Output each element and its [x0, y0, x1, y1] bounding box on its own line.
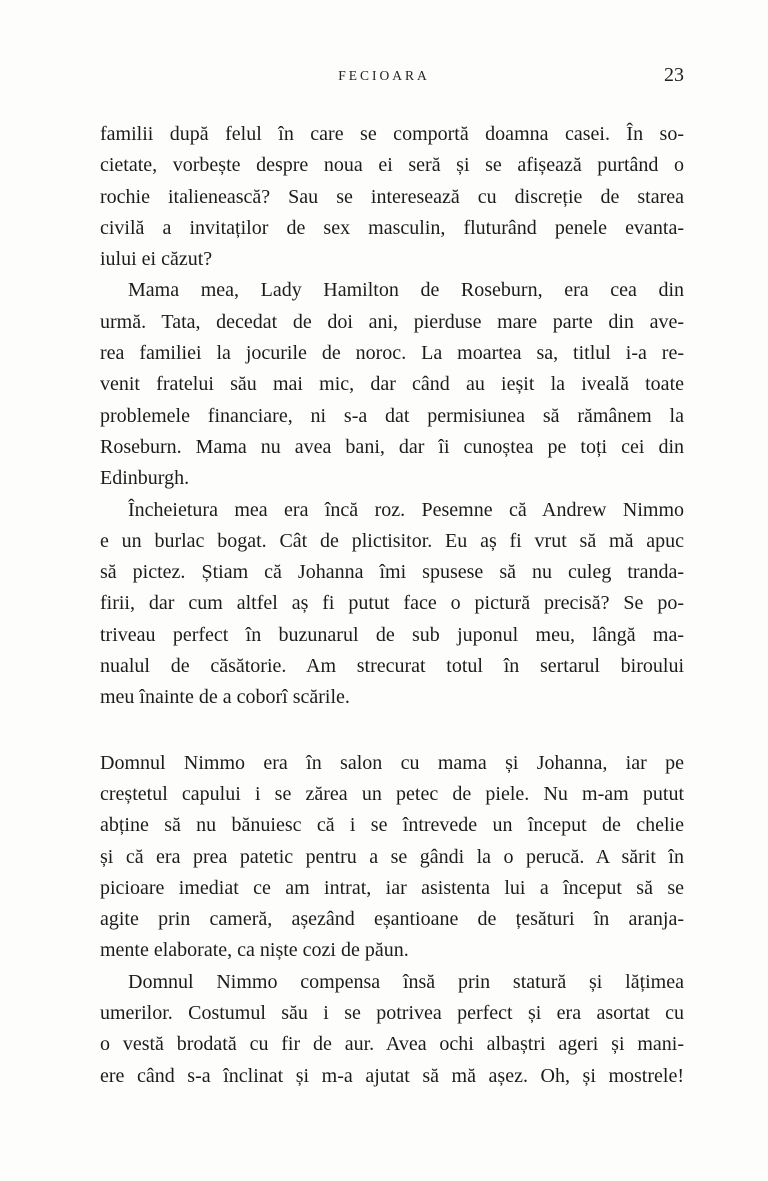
text-line: triveau perfect în buzunarul de sub juponul meu, lângă ma- [100, 623, 684, 646]
text-line: Mama mea, Lady Hamilton de Roseburn, era cea din [128, 279, 684, 302]
text-line: picioare imediat ce am intrat, iar asistenta lui a început să se [100, 876, 684, 899]
text-line: e un burlac bogat. Cât de plictisitor. Eu aș fi vrut să mă apuc [100, 529, 684, 552]
text-line: și că era prea patetic pentru a se gândi la o perucă. A sărit în [100, 845, 684, 868]
text-line: creștetul capului i se zărea un petec de piele. Nu m-am putut [100, 782, 684, 805]
paragraph [100, 119, 684, 275]
text-line: Domnul Nimmo compensa însă prin statură și lățimea [128, 970, 684, 993]
text-line: cietate, vorbește despre noua ei seră și se afișează purtând o [100, 154, 684, 177]
text-line: rea familiei la jocurile de noroc. La moartea sa, titlul i-a re- [100, 342, 684, 365]
running-title: FECIOARA [338, 68, 430, 83]
paragraph [100, 748, 684, 967]
text-line: abține să nu bănuiesc că i se întrevede un început de chelie [100, 814, 684, 837]
text-line: Roseburn. Mama nu avea bani, dar îi cunoștea pe toți cei din [100, 435, 684, 458]
text-line: venit fratelui său mai mic, dar când au ieșit la iveală toate [100, 373, 684, 396]
text-line: iului ei căzut? [100, 248, 213, 271]
text-line: agite prin cameră, așezând eșantioane de țesături în aranja- [100, 908, 684, 931]
text-line: civilă a invitaților de sex masculin, fluturând penele evanta- [100, 216, 684, 239]
paragraph [100, 967, 684, 1092]
page-number: 23 [664, 64, 684, 86]
text-line: rochie italienească? Sau se interesează cu discreție de starea [100, 185, 684, 208]
text-line: Domnul Nimmo era în salon cu mama și Johanna, iar pe [100, 751, 684, 774]
page-header [100, 64, 684, 88]
text-line: mente elaborate, ca niște cozi de păun. [100, 939, 409, 962]
text-line: meu înainte de a coborî scările. [100, 686, 350, 709]
text-line: umerilor. Costumul său i se potrivea perfect și era asortat cu [100, 1002, 684, 1025]
section-break [100, 714, 684, 748]
text-line: o vestă brodată cu fir de aur. Avea ochi albaștri ageri și mani- [100, 1033, 684, 1056]
text-line: Edinburgh. [100, 467, 190, 490]
text-line: nualul de căsătorie. Am strecurat totul în sertarul biroului [100, 655, 684, 678]
text-line: ere când s-a înclinat și m-a ajutat să mă așez. Oh, și mostrele! [100, 1064, 684, 1087]
text-line: problemele financiare, ni s-a dat permisiunea să rămânem la [100, 404, 684, 427]
text-line: Încheietura mea era încă roz. Pesemne că Andrew Nimmo [128, 498, 684, 521]
paragraph [100, 495, 684, 714]
body-text [100, 119, 684, 1092]
text-line: familii după felul în care se comportă doamna casei. În so- [100, 123, 684, 145]
text-line: firii, dar cum altfel aș fi putut face o pictură precisă? Se po- [100, 592, 684, 615]
paragraph [100, 275, 684, 494]
text-line: să pictez. Știam că Johanna îmi spusese să nu culeg tranda- [100, 561, 684, 584]
text-line: urmă. Tata, decedat de doi ani, pierduse mare parte din ave- [100, 310, 684, 333]
